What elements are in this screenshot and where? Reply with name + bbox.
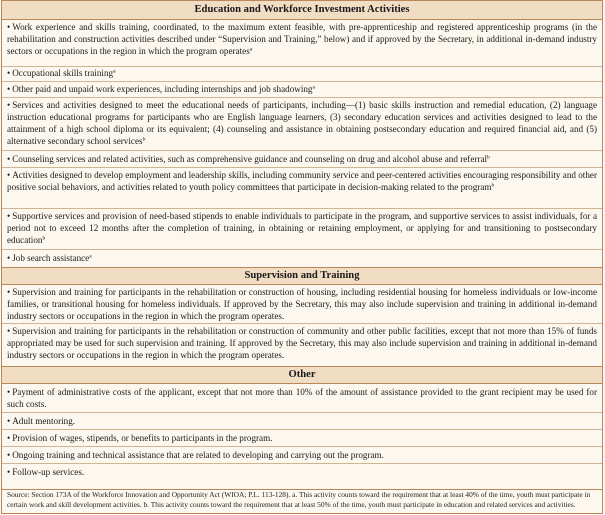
table-row: • Activities designed to develop employment and leadership skills, including community service and peer-centered activities encouraging responsibility and other positive social behaviors, and activities related to youth policy committees that participate in decision-making related to the program$^b$: [2, 169, 602, 209]
table-row: • Other paid and unpaid work experiences, including internships and job shadowing$^a$: [2, 83, 602, 98]
section-title: Other: [288, 369, 316, 380]
section-title: Education and Workforce Investment Activities: [194, 4, 410, 15]
table-row: • Counseling services and related activities, such as comprehensive guidance and counseling on drug and alcohol abuse and referral$^b$: [2, 152, 602, 168]
section-header-other: [2, 366, 602, 384]
table-row: • Supportive services and provision of need-based stipends to enable individuals to participate in the program, and supportive services to assist individuals, for a period not to exceed 12 months after the completion of training, in obtaining or retaining employment, or applying for and transitioning to postsecondary education$^b$: [2, 210, 602, 250]
table-row: • Supervision and training for participants in the rehabilitation or construction of housing, including residential housing for homeless individuals or low-income families, or transitional housing for homeless individuals. If approved by the Secretary, this may also include supervision and training in additional in-demand industry sectors or occupations in the region in which the program operates.: [2, 286, 602, 324]
table-row: • Job search assistance$^a$: [7, 253, 92, 263]
source-note: Source: Section 173A of the Workforce Innovation and Opportunity Act (WIOA; P.L. 113-128). a. This activity counts toward the requirement that at least 40% of the time, youth must participate in certain work and skill development activities. b. This activity counts toward the requirement that at least 50% of the time, youth must participate in education and related services and activities.: [2, 489, 602, 509]
section-header-supervision: [2, 267, 602, 285]
table-row: • Follow-up services.: [7, 467, 85, 477]
table-row: • Provision of wages, stipends, or benefits to participants in the program.: [2, 431, 602, 447]
table-row: • Work experience and skills training, coordinated, to the maximum extent feasible, with pre-apprenticeship and registered apprenticeship programs (in the rehabilitation and construction activities described under “Supervision and Training,” below) and if approved by the Secretary, in additional in-demand industry sectors or occupations in the region in which the program operates$^a$: [2, 21, 602, 67]
section-title: Supervision and Training: [244, 270, 360, 281]
table-row: • Payment of administrative costs of the applicant, except that not more than 10% of the amount of assistance provided to the grant recipient may be used for such costs.: [2, 385, 602, 413]
table-row: • Occupational skills training$^a$: [2, 67, 602, 82]
activities-table: [1, 0, 603, 514]
table-row: • Adult mentoring.: [2, 414, 602, 430]
table-row: • Ongoing training and technical assistance that are related to developing and carrying out the program.: [2, 448, 602, 464]
table-row: • Services and activities designed to meet the educational needs of participants, including—(1) basic skills instruction and remedial education, (2) language instruction educational programs for participants who are English language learners, (3) secondary education services and activities designed to lead to the attainment of a high school diploma or its equivalent; (4) counseling and assistance in obtaining postsecondary education and required financial aid, and (5) alternative secondary school services$^b$: [2, 99, 602, 151]
section-header-education: [2, 1, 602, 20]
table-row: • Supervision and training for participants in the rehabilitation or construction of community and other public facilities, except that not more than 15% of funds appropriated may be used for such supervision and training. If approved by the Secretary, this may also include supervision and training in additional in-demand industry sectors or occupations in the region in which the program operates.: [7, 326, 597, 360]
